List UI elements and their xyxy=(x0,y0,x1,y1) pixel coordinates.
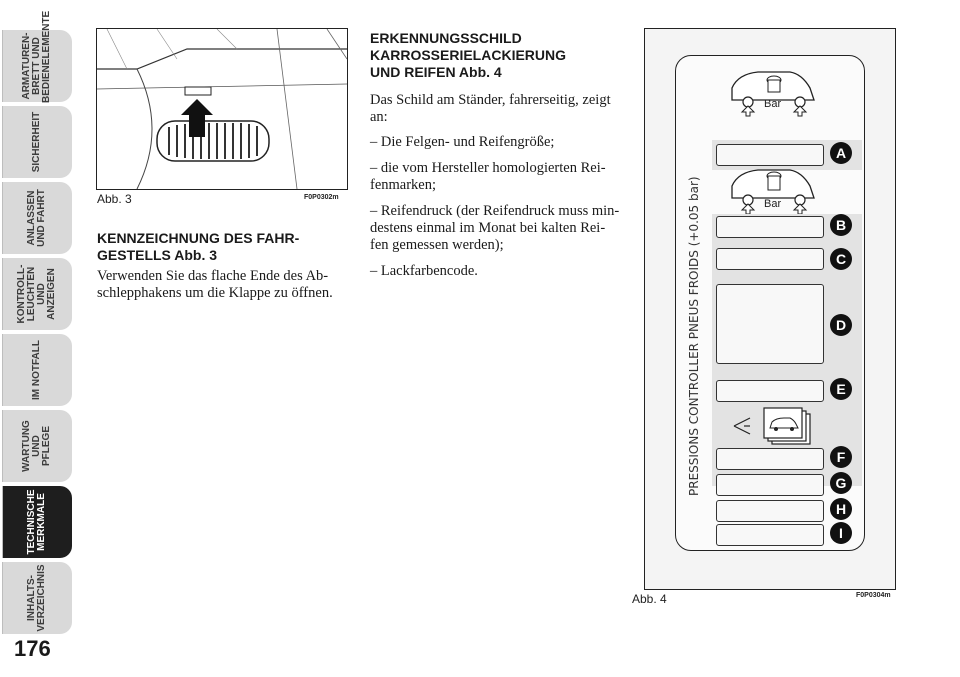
tyre-pressure-plate xyxy=(675,55,865,551)
figure-4-code: F0P0304m xyxy=(856,592,891,599)
field-c xyxy=(716,248,824,270)
badge-b: B xyxy=(830,214,852,236)
tab-label: ARMATUREN- BRETT UND BEDIENELEMENTE xyxy=(21,10,52,103)
field-e xyxy=(716,380,824,402)
tab-label: TECHNISCHE MERKMALE xyxy=(26,489,47,555)
figure-4-caption: Abb. 4 xyxy=(632,592,667,606)
tab-anlassen[interactable] xyxy=(0,180,74,256)
field-i xyxy=(716,524,824,546)
field-f xyxy=(716,448,824,470)
badge-h: H xyxy=(830,498,852,520)
field-d xyxy=(716,284,824,364)
badge-f: F xyxy=(830,446,852,468)
badge-c: C xyxy=(830,248,852,270)
badge-d: D xyxy=(830,314,852,336)
tab-wartung[interactable] xyxy=(0,408,74,484)
bar-label: Bar xyxy=(764,198,782,210)
field-b xyxy=(716,216,824,238)
badge-g: G xyxy=(830,472,852,494)
vertical-text-container xyxy=(676,56,706,550)
pressure-note-text: PRESSIONS CONTROLLER PNEUS FROIDS (+0.05 bar) xyxy=(687,176,701,496)
tab-label: IM NOTFALL xyxy=(31,340,42,400)
section-intro: Das Schild am Ständer, fahrerseitig, zeigt an: xyxy=(370,92,611,125)
bar-label: Bar xyxy=(764,98,782,110)
figure-3-caption: Abb. 3 xyxy=(97,192,132,206)
tab-armaturenbrett[interactable] xyxy=(0,10,74,104)
section-heading-erkennungsschild: ERKENNUNGSSCHILD KARROSSERIELACKIERUNG UND REIFEN Abb. 4 xyxy=(370,30,567,80)
list-item: – Reifendruck (der Reifendruck muss min- destens einmal im Monat bei kalten Rei- fen gemessen werden); xyxy=(370,203,620,253)
figure-4-label-plate xyxy=(644,28,896,590)
list-item: – Die Felgen- und Reifengröße; xyxy=(370,134,555,150)
badge-i: I xyxy=(830,522,852,544)
badge-a: A xyxy=(830,142,852,164)
tab-label: KONTROLL- LEUCHTEN UND ANZEIGEN xyxy=(16,264,57,324)
figure-3-code: F0P0302m xyxy=(304,194,339,201)
figure-3-illustration xyxy=(96,28,348,190)
tab-sicherheit[interactable] xyxy=(0,104,74,180)
tab-technische-merkmale[interactable] xyxy=(0,484,74,560)
tab-label: SICHERHEIT xyxy=(31,111,42,173)
tab-inhaltsverzeichnis[interactable] xyxy=(0,560,74,636)
field-g xyxy=(716,474,824,496)
field-h xyxy=(716,500,824,522)
car-unloaded-icon xyxy=(728,66,818,118)
page-number: 176 xyxy=(14,636,51,661)
list-item: – Lackfarbencode. xyxy=(370,263,478,279)
tab-label: WARTUNG UND PFLEGE xyxy=(21,420,52,472)
tab-kontrollleuchten[interactable] xyxy=(0,256,74,332)
list-item: – die vom Hersteller homologierten Rei- fenmarken; xyxy=(370,160,606,193)
chassis-flap-illustration xyxy=(97,29,347,189)
tab-im-notfall[interactable] xyxy=(0,332,74,408)
section-body-fahrgestell: Verwenden Sie das flache Ende des Ab- schlepphakens um die Klappe zu öffnen. xyxy=(97,268,333,301)
tab-label: ANLASSEN UND FAHRT xyxy=(26,189,47,247)
tab-label: INHALTS- VERZEICHNIS xyxy=(26,564,47,632)
section-heading-fahrgestell: KENNZEICHNUNG DES FAHR- GESTELLS Abb. 3 xyxy=(97,230,300,263)
badge-e: E xyxy=(830,378,852,400)
field-a xyxy=(716,144,824,166)
paint-code-icon xyxy=(728,406,818,448)
